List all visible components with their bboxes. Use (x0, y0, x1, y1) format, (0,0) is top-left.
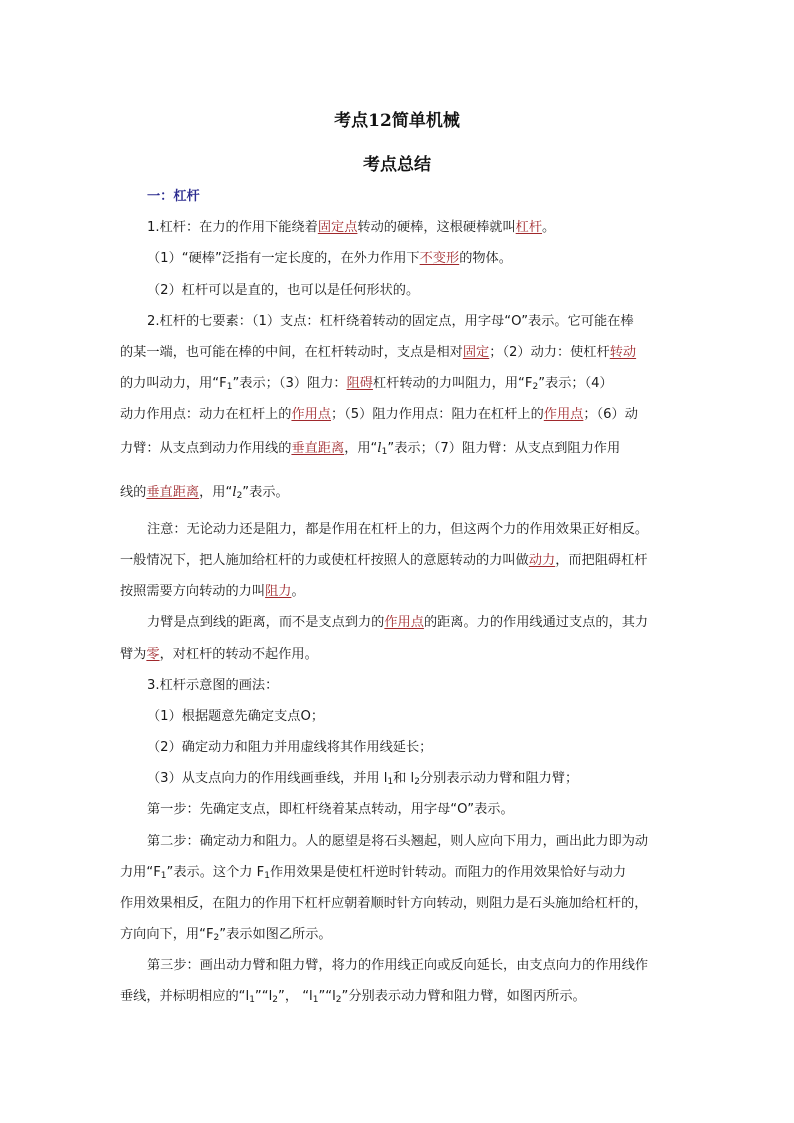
paragraph-force-arm-line (147, 614, 707, 632)
text-segment: ”表示；（7）阻力臂：从支点到阻力作用 (387, 441, 621, 456)
paragraph-step-2: （2）确定动力和阻力并用虚线将其作用线延长； (147, 740, 433, 755)
text-segment: ；（2）动力：使杠杆 (489, 345, 610, 360)
text-segment: 按照需要方向转动的力叫 (120, 584, 266, 599)
blank-answer: 作用点 (384, 615, 424, 630)
text-segment: （1）“硬棒”泛指有一定长度的，在外力作用下 (147, 251, 420, 266)
text-segment: 和 l (393, 771, 415, 786)
subscript: 1 (264, 871, 270, 881)
paragraph-diagram-method: 3.杠杆示意图的画法： (147, 678, 279, 693)
paragraph-second-step-line (120, 864, 680, 885)
text-segment: ”表示；（3）阻力： (232, 376, 347, 391)
text-segment: 。 (291, 584, 305, 599)
text-segment: 分别表示动力臂和阻力臂； (419, 771, 579, 786)
text-segment: ，用“ (344, 441, 378, 456)
subscript: 1 (312, 995, 319, 1005)
text-segment: ”“l (254, 989, 273, 1004)
paragraph-seven-elements-line (120, 440, 680, 461)
paragraph-seven-elements-line (120, 375, 680, 396)
text-segment: ，用“ (199, 485, 233, 500)
subscript: 2 (236, 491, 243, 501)
text-segment: 的距离。力的作用线通过支点的，其力 (423, 615, 649, 630)
section-name: 杠杆 (173, 189, 200, 204)
blank-answer: 阻力 (265, 584, 292, 599)
text-segment: ”， “l (277, 989, 313, 1004)
blank-answer: 动力 (528, 553, 556, 568)
page-subtitle: 考点总结 (363, 155, 431, 175)
subscript: 1 (249, 995, 255, 1005)
subscript: 2 (272, 995, 278, 1005)
blank-answer: 固定点 (317, 220, 358, 235)
subscript: 2 (532, 382, 539, 392)
text-segment: 臂为 (120, 647, 147, 662)
italic-symbol: l (377, 441, 382, 456)
subscript: 1 (160, 871, 167, 881)
italic-symbol: l (232, 485, 237, 500)
blank-answer: 垂直距离 (146, 485, 200, 500)
paragraph-second-step-line: 作用效果相反，在阻力的作用下杠杆应朝着顺时针方向转动，则阻力是石头施加给杠杆的， (120, 896, 648, 911)
text-segment: ；（6）动 (583, 407, 638, 422)
paragraph-step-3 (147, 770, 707, 791)
paragraph-third-step-line (120, 988, 680, 1009)
subscript: 1 (226, 382, 233, 392)
text-segment: 作用效果是使杠杆逆时针转动。而阻力的作用效果恰好与动力 (270, 865, 627, 880)
paragraph-third-step-line: 第三步：画出动力臂和阻力臂，将力的作用线正向或反向延长，由支点向力的作用线作 (147, 958, 649, 973)
paragraph-hard-rod-note (147, 250, 707, 268)
text-segment: ，对杠杆的转动不起作用。 (159, 647, 318, 662)
text-segment: 动力作用点：动力在杠杆上的 (120, 407, 292, 422)
text-segment: 力用“F (120, 865, 161, 880)
text-segment: 。 (542, 220, 556, 235)
text-segment: 1.杠杆：在力的作用下能绕着 (147, 220, 318, 235)
blank-answer: 作用点 (543, 407, 584, 422)
section-number: 一： (147, 189, 174, 204)
text-segment: ，而把阻碍杠杆 (555, 553, 648, 568)
subscript: 2 (335, 995, 342, 1005)
paragraph-step-1: （1）根据题意先确定支点O； (147, 709, 325, 724)
text-segment: 杠杆转动的力叫阻力，用“F (372, 376, 533, 391)
text-segment: ”表示；（4） (538, 376, 613, 391)
text-segment: 的某一端，也可能在棒的中间，在杠杆转动时，支点是相对 (120, 345, 463, 360)
paragraph-first-step: 第一步：先确定支点，即杠杆绕着某点转动，用字母“O”表示。 (147, 802, 514, 817)
paragraph-second-step-line: 第二步：确定动力和阻力。人的愿望是将石头翘起，则人应向下用力，画出此力即为动 (147, 834, 649, 849)
text-segment: 垂线，并标明相应的“l (120, 989, 250, 1004)
text-segment: 力臂：从支点到动力作用线的 (120, 441, 292, 456)
text-segment: （3）从支点向力的作用线画垂线，并用 l (147, 771, 388, 786)
blank-answer: 零 (146, 647, 160, 662)
blank-answer: 杠杆 (515, 220, 543, 235)
text-segment: ”表示。 (242, 485, 289, 500)
subscript: 2 (213, 933, 220, 943)
paragraph-second-step-line (120, 926, 680, 947)
text-segment: 线的 (120, 485, 147, 500)
paragraph-note-line (120, 552, 680, 570)
text-segment: 的物体。 (459, 251, 512, 266)
subscript: 1 (381, 447, 388, 457)
text-segment: ”“l (318, 989, 336, 1004)
blank-answer: 不变形 (419, 251, 460, 266)
text-segment: 一般情况下，把人施加给杠杆的力或使杠杆按照人的意愿转动的力叫做 (120, 553, 529, 568)
paragraph-seven-elements-line (120, 406, 680, 424)
text-segment: 方向向下，用“F (120, 927, 214, 942)
paragraph-seven-elements-line (120, 484, 680, 505)
paragraph-force-arm-line (120, 646, 680, 664)
paragraph-seven-elements-line (120, 344, 680, 362)
text-segment: ”表示如图乙所示。 (219, 927, 332, 942)
paragraph-note-line: 注意：无论动力还是阻力，都是作用在杠杆上的力，但这两个力的作用效果正好相反。 (147, 522, 649, 537)
text-segment: ”表示。这个力 F (166, 865, 265, 880)
text-segment: ；（5）阻力作用点：阻力在杠杆上的 (331, 407, 544, 422)
paragraph-lever-shape: （2）杠杆可以是直的，也可以是任何形状的。 (147, 283, 420, 298)
blank-answer: 阻碍 (346, 376, 373, 391)
page-title: 考点12简单机械 (334, 111, 460, 131)
subscript: 2 (414, 777, 420, 787)
blank-answer: 转动 (609, 345, 637, 360)
text-segment: 力臂是点到线的距离，而不是支点到力的 (147, 615, 385, 630)
subscript: 1 (387, 777, 394, 787)
paragraph-lever-definition (147, 219, 707, 237)
section-heading-lever (147, 188, 707, 206)
text-segment: ”分别表示动力臂和阻力臂，如图丙所示。 (341, 989, 586, 1004)
blank-answer: 固定 (462, 345, 490, 360)
text-segment: 的力叫动力，用“F (120, 376, 227, 391)
paragraph-seven-elements-line: 2.杠杆的七要素：（1）支点：杠杆绕着转动的固定点，用字母“O”表示。它可能在棒 (147, 314, 634, 329)
blank-answer: 垂直距离 (291, 441, 345, 456)
paragraph-note-line (120, 583, 680, 601)
text-segment: 转动的硬棒，这根硬棒就叫 (357, 220, 516, 235)
blank-answer: 作用点 (291, 407, 331, 422)
